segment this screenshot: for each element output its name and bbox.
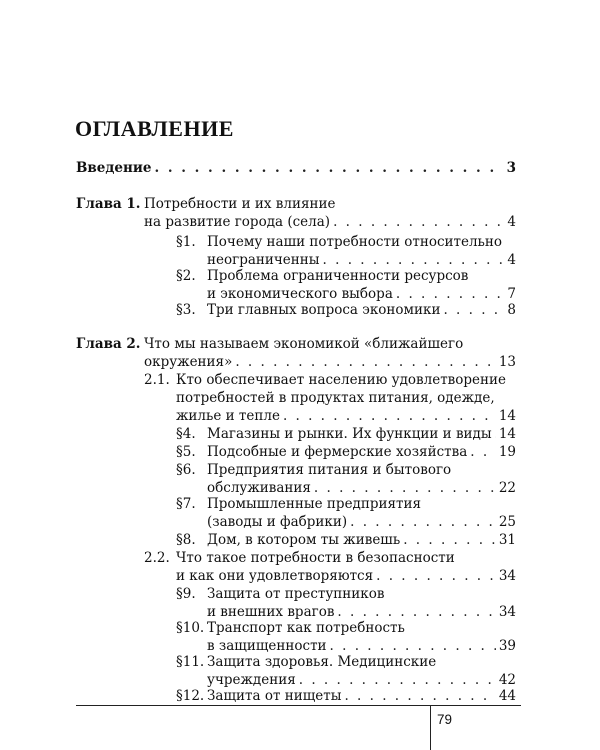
page-number: 19	[498, 444, 516, 460]
page-title: ОГЛАВЛЕНИЕ	[75, 116, 234, 141]
entry-title: в защищенности	[207, 638, 327, 654]
toc-entry-part-2-2[interactable]	[176, 566, 516, 586]
section-title-line: Проблема ограниченности ресурсов	[207, 268, 469, 284]
section-title-line: Транспорт как потребность	[207, 620, 405, 636]
page-number: 31	[498, 532, 516, 548]
entry-title: Три главных вопроса экономики	[207, 302, 441, 318]
section-title-line: Промышленные предприятия	[207, 496, 422, 512]
section-number: §11.	[176, 654, 205, 670]
entry-title: учреждения	[207, 672, 296, 688]
dot-leader	[283, 406, 496, 426]
entry-title: жилье и тепле	[176, 408, 280, 424]
section-number: §1.	[176, 234, 196, 250]
entry-title: неограниченны	[207, 252, 320, 268]
chapter-title-line: Что мы называем экономикой «ближайшего	[144, 336, 464, 352]
section-number: §10.	[176, 620, 205, 636]
part-number: 2.1.	[144, 372, 170, 388]
page-number: 13	[498, 354, 516, 370]
entry-title: Защита от нищеты	[207, 688, 342, 704]
entry-title: (заводы и фабрики)	[207, 514, 348, 530]
toc-entry-chapter-1[interactable]	[144, 212, 516, 232]
chapter-title-line: Потребности и их влияние	[144, 196, 336, 212]
page-number: 3	[506, 160, 516, 176]
page-number: 4	[507, 214, 516, 230]
entry-title: Дом, в котором ты живешь	[207, 532, 401, 548]
dot-leader	[154, 158, 503, 178]
toc-entry-section-4[interactable]	[207, 424, 516, 444]
dot-leader	[235, 352, 495, 372]
page-number: 8	[507, 302, 516, 318]
dot-leader	[443, 300, 504, 320]
section-number: §12.	[176, 688, 205, 704]
section-number: §2.	[176, 268, 196, 284]
dot-leader	[495, 424, 496, 444]
section-number: §5.	[176, 444, 196, 460]
page-number: 25	[498, 514, 516, 530]
entry-title: окружения»	[144, 354, 233, 370]
page-number: 7	[507, 286, 516, 302]
section-number: §4.	[176, 426, 196, 442]
section-title-line: Защита здоровья. Медицинские	[207, 654, 437, 670]
page-number: 42	[498, 672, 516, 688]
dot-leader	[344, 686, 495, 706]
section-number: §3.	[176, 302, 196, 318]
toc-entry-section-7[interactable]	[207, 512, 516, 532]
part-title-line: Что такое потребности в безопасности	[176, 550, 455, 566]
dot-leader	[470, 442, 496, 462]
entry-title: Подсобные и фермерские хозяйства	[207, 444, 468, 460]
toc-entry-section-3[interactable]	[207, 300, 516, 320]
toc-entry-intro[interactable]	[76, 158, 516, 178]
page-number: 22	[498, 480, 516, 496]
part-number: 2.2.	[144, 550, 170, 566]
entry-title: и экономического выбора	[207, 286, 393, 302]
toc-entry-section-8[interactable]	[207, 530, 516, 550]
dot-leader	[376, 566, 496, 586]
entry-title: на развитие города (села)	[144, 214, 331, 230]
page-number: 34	[498, 568, 516, 584]
entry-title: Введение	[76, 160, 152, 176]
part-title-line: потребностей в продуктах питания, одежде,	[176, 390, 495, 406]
entry-title: обслуживания	[207, 480, 311, 496]
page-number: 14	[498, 426, 516, 442]
page-number: 39	[498, 638, 516, 654]
page-number: 14	[498, 408, 516, 424]
part-title-line: Кто обеспечивает населению удовлетворение	[176, 372, 507, 388]
toc-entry-part-2-1[interactable]	[176, 406, 516, 426]
footer-divider	[430, 705, 431, 750]
toc-entry-chapter-2[interactable]	[144, 352, 516, 372]
section-number: §8.	[176, 532, 196, 548]
dot-leader	[350, 512, 496, 532]
dot-leader	[403, 530, 496, 550]
toc-entry-section-12[interactable]	[207, 686, 516, 706]
page-number: 34	[498, 604, 516, 620]
section-title-line: Предприятия питания и бытового	[207, 462, 452, 478]
section-number: §7.	[176, 496, 196, 512]
entry-title: и внешних врагов	[207, 604, 335, 620]
entry-title: Магазины и рынки. Их функции и виды	[207, 426, 492, 442]
page-number: 4	[507, 252, 516, 268]
chapter-label: Глава 2.	[76, 336, 141, 352]
section-title-line: Почему наши потребности относительно	[207, 234, 503, 250]
chapter-label: Глава 1.	[76, 196, 141, 212]
section-title-line: Защита от преступников	[207, 586, 385, 602]
entry-title: и как они удовлетворяются	[176, 568, 374, 584]
footer-rule	[76, 705, 521, 706]
page-number: 44	[498, 688, 516, 704]
section-number: §9.	[176, 586, 196, 602]
section-number: §6.	[176, 462, 196, 478]
footer-page-number: 79	[437, 712, 453, 727]
toc-entry-section-5[interactable]	[207, 442, 516, 462]
dot-leader	[333, 212, 504, 232]
